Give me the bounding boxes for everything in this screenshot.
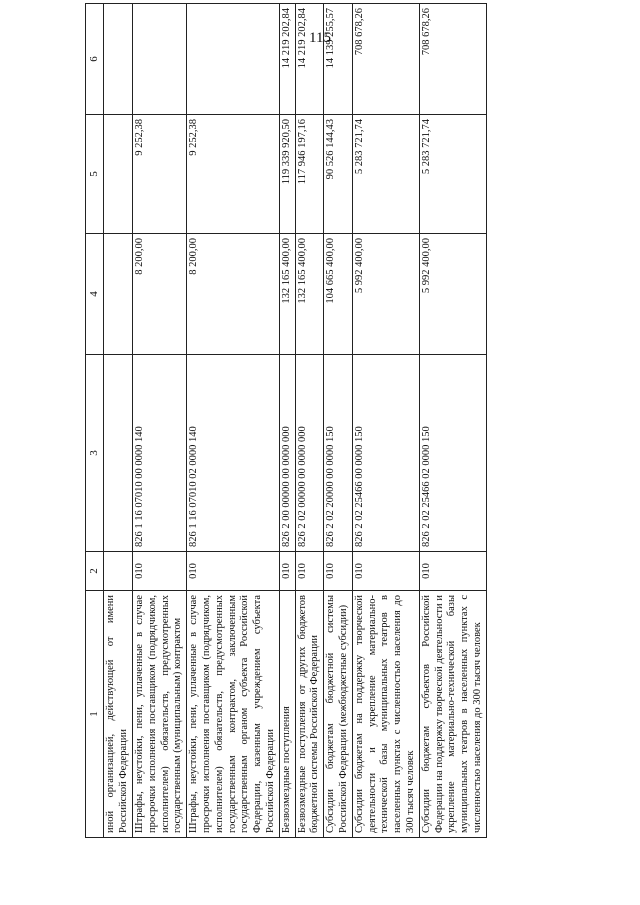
header-col-1: 1	[86, 591, 104, 838]
row-code	[104, 552, 133, 591]
row-col6: 14 139 255,57	[324, 4, 353, 115]
budget-table	[85, 3, 487, 838]
table-row	[419, 4, 486, 838]
row-col4: 132 165 400,00	[295, 234, 324, 355]
row-col5: 90 526 144,43	[324, 115, 353, 234]
table-row	[187, 4, 280, 838]
row-col4: 8 200,00	[133, 234, 187, 355]
header-col-2: 2	[86, 552, 104, 591]
row-kbk: 826 2 02 20000 00 0000 150	[324, 355, 353, 552]
row-col4: 8 200,00	[187, 234, 280, 355]
row-col4: 104 665 400,00	[324, 234, 353, 355]
row-col5: 9 252,38	[187, 115, 280, 234]
row-col5: 119 339 920,50	[279, 115, 295, 234]
row-col6	[104, 4, 133, 115]
header-col-4: 4	[86, 234, 104, 355]
row-col6: 14 219 202,84	[279, 4, 295, 115]
row-name: Субсидии бюджетам на поддержку творческой деятельности и укрепление материально-технической базы муниципальных театров в населенных пунктах с численностью населения до 300 тысяч человек	[352, 591, 419, 838]
table-row	[133, 4, 187, 838]
row-name: Субсидии бюджетам бюджетной системы Российской Федерации (межбюджетные субсидии)	[324, 591, 353, 838]
row-col6: 708 678,26	[419, 4, 486, 115]
row-col5: 9 252,38	[133, 115, 187, 234]
table-row	[279, 4, 295, 838]
row-col4	[104, 234, 133, 355]
row-col5: 5 283 721,74	[419, 115, 486, 234]
row-code: 010	[279, 552, 295, 591]
table-header-row	[86, 4, 104, 838]
row-code: 010	[295, 552, 324, 591]
row-name: Штрафы, неустойки, пени, уплаченные в случае просрочки исполнения поставщиком (подрядчиком, исполнителем) обязательств, предусмотренных государственным контрактом, заключенным государственным органом субъекта Российской Федерации, казенным учреждением субъекта Российской Федерации	[187, 591, 280, 838]
row-col5	[104, 115, 133, 234]
table-row	[104, 4, 133, 838]
row-kbk: 826 2 02 00000 00 0000 000	[295, 355, 324, 552]
row-code: 010	[187, 552, 280, 591]
row-code: 010	[133, 552, 187, 591]
row-col6	[133, 4, 187, 115]
row-col6: 14 219 202,84	[295, 4, 324, 115]
row-col6	[187, 4, 280, 115]
header-col-3: 3	[86, 355, 104, 552]
row-name: Штрафы, неустойки, пени, уплаченные в случае просрочки исполнения поставщиком (подрядчиком, исполнителем) обязательств, предусмотренных государственным (муниципальным) контрактом	[133, 591, 187, 838]
row-name: Безвозмездные поступления	[279, 591, 295, 838]
row-kbk: 826 2 02 25466 02 0000 150	[419, 355, 486, 552]
row-kbk: 826 1 16 07010 00 0000 140	[133, 355, 187, 552]
row-col6: 708 678,26	[352, 4, 419, 115]
row-col4: 5 992 400,00	[419, 234, 486, 355]
row-kbk: 826 2 02 25466 00 0000 150	[352, 355, 419, 552]
row-kbk: 826 2 00 00000 00 0000 000	[279, 355, 295, 552]
row-code: 010	[352, 552, 419, 591]
row-kbk: 826 1 16 07010 02 0000 140	[187, 355, 280, 552]
row-col5: 117 946 197,16	[295, 115, 324, 234]
row-name: Субсидии бюджетам субъектов Российской Федерации на поддержку творческой деятельности и укрепление материально-технической базы муниципальных театров в населенных пунктах с численностью населения до 300 тысяч человек	[419, 591, 486, 838]
row-kbk	[104, 355, 133, 552]
row-col5: 5 283 721,74	[352, 115, 419, 234]
page-number: 115	[309, 30, 331, 46]
row-code: 010	[419, 552, 486, 591]
row-code: 010	[324, 552, 353, 591]
table-row	[324, 4, 353, 838]
header-col-5: 5	[86, 115, 104, 234]
table-row	[352, 4, 419, 838]
table-row	[295, 4, 324, 838]
row-col4: 132 165 400,00	[279, 234, 295, 355]
row-name: Безвозмездные поступления от других бюджетов бюджетной системы Российской Федерации	[295, 591, 324, 838]
row-col4: 5 992 400,00	[352, 234, 419, 355]
header-col-6: 6	[86, 4, 104, 115]
row-name: иной организацией, действующей от имени Российской Федерации	[104, 591, 133, 838]
